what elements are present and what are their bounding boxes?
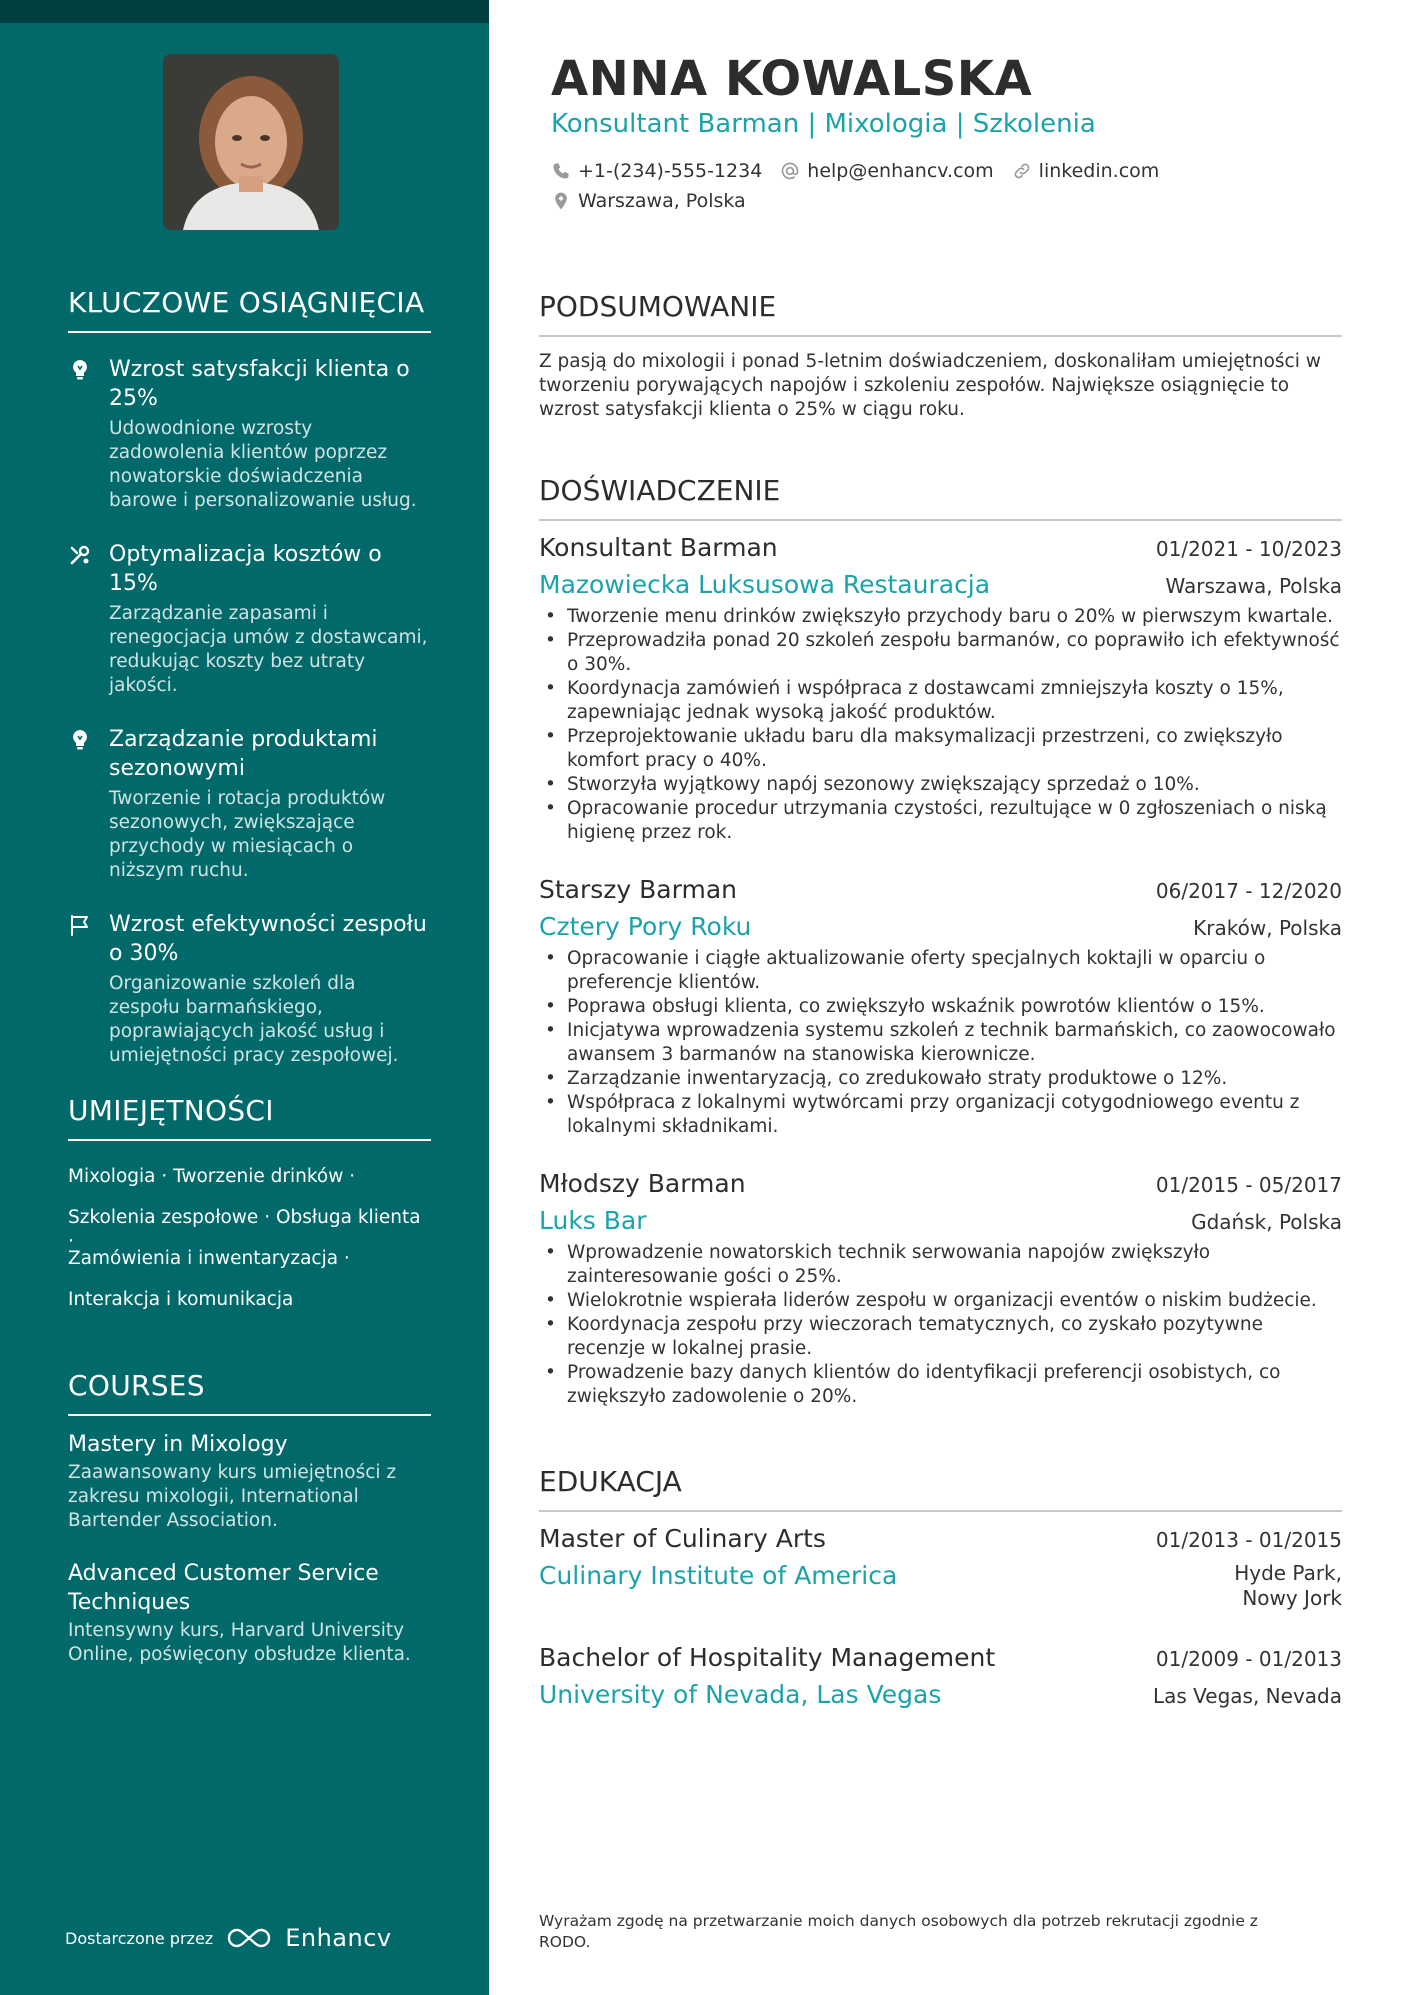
education-school: Culinary Institute of America [539,1561,898,1590]
map-pin-icon [551,191,571,211]
location-text: Warszawa, Polska [578,190,746,212]
job-bullet: • Przeprojektowanie układu baru dla maksymalizacji przestrzeni, co zwiększyło komfort pracy o 40%. [539,725,1342,773]
job-entry [539,1169,1342,1409]
course-title: Mastery in Mixology [68,1432,288,1457]
skills-section [68,1094,431,1329]
email-text: help@enhancv.com [807,160,994,182]
linkedin-text: linkedin.com [1038,160,1160,182]
job-dates: 01/2021 - 10/2023 [1155,537,1342,561]
footer-brand [65,1924,392,1952]
footer-brand-name: Enhancv [285,1924,392,1952]
job-bullet: • Poprawa obsługi klienta, co zwiększyło wskaźnik powrotów klientów o 15%. [539,995,1342,1019]
sidebar-top-bar [0,0,489,23]
skills-line: Mixologia · Tworzenie drinków · [68,1166,356,1187]
job-bullet: • Zarządzanie inwentaryzacją, co zredukowało straty produktowe o 12%. [539,1067,1342,1091]
achievement-title: Optymalizacja kosztów o 15% [109,542,382,596]
job-bullet: • Stworzyła wyjątkowy napój sezonowy zwiększający sprzedaż o 10%. [539,773,1342,797]
achievements-section [68,286,431,1068]
sidebar [0,0,489,1995]
job-entry [539,533,1342,845]
job-title: Młodszy Barman [539,1169,746,1198]
linkedin-contact[interactable] [1012,160,1160,182]
job-bullet: • Przeprowadziła ponad 20 szkoleń zespołu barmanów, co poprawiło ich efektywność o 30%. [539,629,1342,677]
achievement-item [68,540,431,698]
flag-icon [68,913,92,937]
skills-line: Szkolenia zespołowe · Obsługa klienta · [68,1207,421,1252]
achievement-description: Zarządzanie zapasami i renegocjacja umów z dostawcami, redukując koszty bez utraty jakości. [109,603,428,696]
job-bullet: • Wprowadzenie nowatorskich technik serwowania napojów zwiększyło zainteresowanie gości o 25%. [539,1241,1342,1289]
education-degree: Bachelor of Hospitality Management [539,1643,996,1672]
at-sign-icon [780,161,800,181]
summary-title: PODSUMOWANIE [539,290,1342,337]
education-degree: Master of Culinary Arts [539,1524,826,1553]
job-bullet: • Koordynacja zespołu przy wieczorach tematycznych, co zyskało pozytywne recenzje w lokalnej prasie. [539,1313,1342,1361]
achievement-title: Wzrost satysfakcji klienta o 25% [109,357,410,411]
job-location: Kraków, Polska [1193,916,1342,940]
job-bullets [539,947,1342,1139]
portrait-image [163,54,339,230]
achievement-description: Organizowanie szkoleń dla zespołu barmańskiego, poprawiających jakość usług i umiejętności pracy zespołowej. [109,973,399,1066]
job-bullet: • Współpraca z lokalnymi wytwórcami przy organizacji cotygodniowego eventu z lokalnymi składnikami. [539,1091,1342,1139]
education-entry [539,1643,1342,1709]
job-entry [539,875,1342,1139]
contact-info [551,160,1177,216]
job-bullet: • Opracowanie procedur utrzymania czystości, rezultujące w 0 zgłoszeniach o niską higienę przez rok. [539,797,1342,845]
course-description: Intensywny kurs, Harvard University Online, poświęcony obsłudze klienta. [68,1620,411,1665]
job-location: Gdańsk, Polska [1191,1210,1342,1234]
tools-icon [68,543,92,567]
education-dates: 01/2013 - 01/2015 [1155,1528,1342,1552]
link-icon [1012,161,1032,181]
achievement-item [68,725,431,883]
course-item [68,1559,431,1667]
email-contact[interactable] [780,160,993,182]
job-bullet: • Inicjatywa wprowadzenia systemu szkoleń z technik barmańskich, co zaowocowało awansem 3 barmanów na stanowiska kierownicze. [539,1019,1342,1067]
job-location: Warszawa, Polska [1165,574,1342,598]
job-dates: 06/2017 - 12/2020 [1155,879,1342,903]
courses-section [68,1369,431,1667]
phone-contact[interactable] [551,160,762,182]
lightbulb-icon [68,358,92,382]
phone-icon [551,161,571,181]
achievement-description: Tworzenie i rotacja produktów sezonowych, zwiększające przychody w miesiącach o niższym ruchu. [109,788,386,881]
education-school: University of Nevada, Las Vegas [539,1680,942,1709]
consent-clause: Wyrażam zgodę na przetwarzanie moich danych osobowych dla potrzeb rekrutacji zgodnie z RODO. [539,1912,1258,1951]
job-company: Mazowiecka Luksusowa Restauracja [539,570,991,599]
job-bullets [539,605,1342,845]
course-item [68,1430,431,1533]
education-dates: 01/2009 - 01/2013 [1155,1647,1342,1671]
course-title: Advanced Customer Service Techniques [68,1561,379,1615]
candidate-name: ANNA KOWALSKA [551,51,1033,107]
phone-text: +1-(234)-555-1234 [578,160,763,182]
education-title: EDUKACJA [539,1465,1342,1512]
achievement-item [68,910,431,1068]
job-bullet: • Koordynacja zamówień i współpraca z dostawcami zmniejszyła koszty o 15%, zapewniając jednak wysoką jakość produktów. [539,677,1342,725]
skills-list [68,1165,431,1329]
job-bullet: • Tworzenie menu drinków zwiększyło przychody baru o 20% w pierwszym kwartale. [539,605,1342,629]
courses-title: COURSES [68,1369,431,1416]
candidate-headline: Konsultant Barman | Mixologia | Szkolenia [551,109,1096,139]
education-location: Las Vegas, Nevada [1152,1684,1342,1708]
job-bullet: • Wielokrotnie wspierała liderów zespołu w organizacji eventów o niskim budżecie. [539,1289,1342,1313]
job-dates: 01/2015 - 05/2017 [1155,1173,1342,1197]
job-bullet: • Prowadzenie bazy danych klientów do identyfikacji preferencji osobistych, co zwiększyło zadowolenie o 20%. [539,1361,1342,1409]
skills-title: UMIEJĘTNOŚCI [68,1094,431,1141]
profile-photo [163,54,339,230]
achievements-title: KLUCZOWE OSIĄGNIĘCIA [68,286,431,333]
summary-text: Z pasją do mixologii i ponad 5-letnim doświadczeniem, doskonaliłam umiejętności w tworzeniu porywających napojów i szkoleniu zespołów. Największe osiągnięcie to wzrost satysfakcji klienta o 25% w ciągu roku. [539,351,1321,420]
course-description: Zaawansowany kurs umiejętności z zakresu mixologii, International Bartender Association. [68,1462,397,1531]
skills-line: Interakcja i komunikacja [68,1289,294,1310]
location-contact [551,190,746,212]
experience-title: DOŚWIADCZENIE [539,474,1342,521]
job-bullet: • Opracowanie i ciągłe aktualizowanie oferty specjalnych koktajli w oparciu o preferencje klientów. [539,947,1342,995]
achievement-item [68,355,431,513]
enhancv-logo-icon [225,1926,273,1950]
achievement-description: Udowodnione wzrosty zadowolenia klientów poprzez nowatorskie doświadczenia barowe i personalizowanie usług. [109,418,417,511]
footer-label: Dostarczone przez [65,1928,214,1948]
job-company: Cztery Pory Roku [539,912,752,941]
education-location: Hyde Park, Nowy Jork [1234,1561,1342,1610]
skills-line: Zamówienia i inwentaryzacja · [68,1248,350,1269]
lightbulb-icon [68,728,92,752]
achievement-title: Wzrost efektywności zespołu o 30% [109,912,427,966]
job-title: Starszy Barman [539,875,737,904]
job-title: Konsultant Barman [539,533,778,562]
achievement-title: Zarządzanie produktami sezonowymi [109,727,378,781]
job-company: Luks Bar [539,1206,647,1235]
education-entry [539,1524,1342,1611]
job-bullets [539,1241,1342,1409]
